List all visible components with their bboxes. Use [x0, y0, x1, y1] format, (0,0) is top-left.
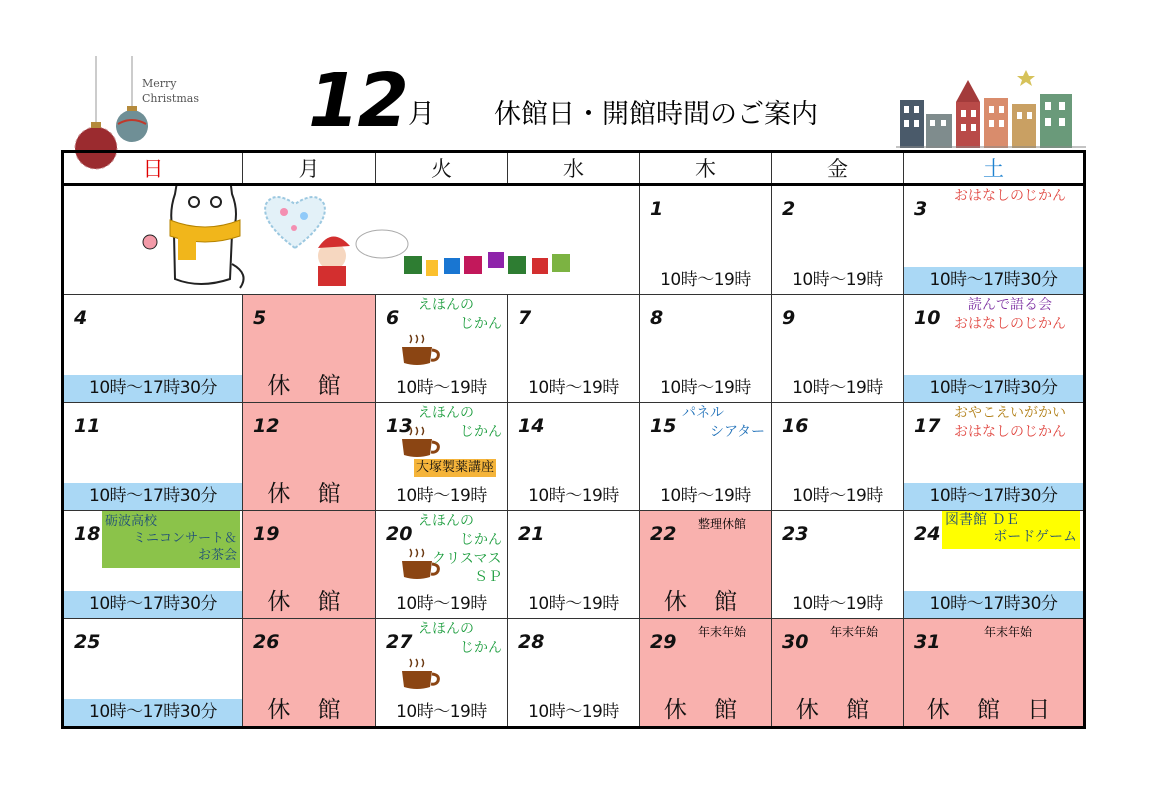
closed-label: 休 館	[267, 481, 351, 507]
date-number: 3	[914, 198, 928, 220]
date-number: 18	[74, 523, 101, 545]
week-row	[63, 185, 1085, 295]
event-nenmatsu: 年末年始	[830, 625, 879, 639]
event-ohanashi: おはなしのじかん	[954, 424, 1066, 440]
event-ehon: じかん	[460, 640, 502, 656]
opening-hours: 10時～19時	[792, 594, 883, 614]
day-cell-5	[243, 295, 376, 403]
day-cell-16	[772, 403, 904, 511]
date-number: 13	[386, 415, 413, 437]
week-row	[63, 295, 1085, 403]
page-header	[0, 0, 1156, 150]
day-cell-11	[63, 403, 243, 511]
event-christmas-sp: ＳＰ	[474, 569, 502, 585]
event-ehon: じかん	[460, 424, 502, 440]
day-cell-20	[376, 511, 508, 619]
day-cell-17	[904, 403, 1085, 511]
weekday-wednesday: 水	[508, 152, 640, 185]
weekday-header-row	[63, 152, 1085, 185]
date-number: 22	[650, 523, 677, 545]
date-number: 1	[650, 198, 664, 220]
event-panel: シアター	[710, 424, 766, 440]
calendar-table	[61, 150, 1086, 729]
opening-hours: 10時～17時30分	[904, 483, 1083, 510]
week-row	[63, 511, 1085, 619]
date-number: 2	[782, 198, 796, 220]
weekday-friday: 金	[772, 152, 904, 185]
date-number: 9	[782, 307, 796, 329]
date-number: 6	[386, 307, 400, 329]
coffee-cup-icon	[400, 657, 442, 693]
coffee-cup-icon	[400, 333, 442, 369]
closed-label: 休 館	[267, 373, 351, 399]
opening-hours: 10時～17時30分	[64, 483, 242, 510]
date-number: 15	[650, 415, 677, 437]
weekday-sunday: 日	[63, 152, 243, 185]
page-title: 休館日・開館時間のご案内	[494, 99, 818, 130]
day-cell-10	[904, 295, 1085, 403]
event-ehon: えほんの	[418, 297, 474, 313]
event-boardgame-line: ボードゲーム	[993, 529, 1077, 545]
day-cell-28	[508, 619, 640, 728]
date-number: 12	[253, 415, 280, 437]
day-cell-18	[63, 511, 243, 619]
event-nenmatsu: 年末年始	[984, 625, 1033, 639]
day-cell-25	[63, 619, 243, 728]
merry-christmas-text	[142, 76, 199, 106]
date-number: 27	[386, 631, 413, 653]
month-number: 12	[308, 58, 407, 144]
event-boardgame-line: 図書館 ＤＥ	[945, 512, 1020, 528]
day-cell-12	[243, 403, 376, 511]
month-kanji: 月	[408, 99, 435, 130]
day-cell-22	[640, 511, 772, 619]
christmas-line: Christmas	[142, 92, 199, 105]
opening-hours: 10時～19時	[396, 378, 487, 398]
merry-line: Merry	[142, 77, 177, 90]
closed-label: 休 館	[267, 589, 351, 615]
decoration-cell	[63, 185, 640, 295]
date-number: 11	[74, 415, 101, 437]
houses-illustration	[896, 62, 1086, 148]
day-cell-4	[63, 295, 243, 403]
event-panel: パネル	[682, 405, 724, 421]
date-number: 23	[782, 523, 809, 545]
weekday-monday: 月	[243, 152, 376, 185]
event-ehon: えほんの	[418, 513, 474, 529]
opening-hours: 10時～19時	[396, 594, 487, 614]
opening-hours: 10時～17時30分	[64, 375, 242, 402]
opening-hours: 10時～19時	[660, 486, 751, 506]
opening-hours: 10時～17時30分	[904, 375, 1083, 402]
date-number: 31	[914, 631, 941, 653]
opening-hours: 10時～19時	[528, 378, 619, 398]
opening-hours: 10時～19時	[660, 378, 751, 398]
closed-label: 休 館	[267, 697, 351, 723]
week-row	[63, 619, 1085, 728]
event-ehon: じかん	[460, 532, 502, 548]
date-number: 19	[253, 523, 280, 545]
day-cell-21	[508, 511, 640, 619]
event-ehon: えほんの	[418, 405, 474, 421]
event-otsuka-badge: 大塚製薬講座	[416, 460, 495, 475]
opening-hours: 10時～19時	[792, 486, 883, 506]
date-number: 4	[74, 307, 88, 329]
opening-hours: 10時～19時	[528, 486, 619, 506]
event-ehon: じかん	[460, 316, 502, 332]
date-number: 25	[74, 631, 101, 653]
date-number: 7	[518, 307, 532, 329]
day-cell-30	[772, 619, 904, 728]
opening-hours: 10時～19時	[528, 594, 619, 614]
date-number: 24	[914, 523, 941, 545]
day-cell-24	[904, 511, 1085, 619]
weekday-saturday: 土	[904, 152, 1085, 185]
day-cell-29	[640, 619, 772, 728]
santa-illustration	[294, 222, 624, 290]
weekday-thursday: 木	[640, 152, 772, 185]
event-ohanashi: おはなしのじかん	[954, 188, 1066, 204]
event-oyako: おやこえいがかい	[954, 405, 1066, 421]
cat-illustration	[140, 185, 250, 295]
opening-hours: 10時～19時	[396, 702, 487, 722]
opening-hours: 10時～19時	[792, 378, 883, 398]
day-cell-23	[772, 511, 904, 619]
opening-hours: 10時～17時30分	[64, 591, 242, 618]
day-cell-6	[376, 295, 508, 403]
week-row	[63, 403, 1085, 511]
closed-label: 休 館	[663, 589, 748, 615]
date-number: 30	[782, 631, 809, 653]
opening-hours: 10時～19時	[396, 486, 487, 506]
event-yomunde: 読んで語る会	[968, 297, 1052, 313]
closed-label: 休 館	[663, 697, 748, 723]
day-cell-1	[640, 185, 772, 295]
event-tonami-line: お茶会	[197, 548, 237, 563]
day-cell-27	[376, 619, 508, 728]
day-cell-26	[243, 619, 376, 728]
date-number: 21	[518, 523, 545, 545]
event-seiri: 整理休館	[698, 517, 747, 531]
opening-hours: 10時～17時30分	[904, 591, 1083, 618]
event-christmas-sp: クリスマス	[432, 551, 502, 567]
date-number: 26	[253, 631, 280, 653]
day-cell-15	[640, 403, 772, 511]
day-cell-14	[508, 403, 640, 511]
coffee-cup-icon	[400, 425, 442, 461]
closed-label: 休 館	[795, 697, 880, 723]
event-ehon: えほんの	[418, 621, 474, 637]
date-number: 10	[914, 307, 941, 329]
event-ohanashi: おはなしのじかん	[954, 316, 1066, 332]
date-number: 8	[650, 307, 664, 329]
date-number: 14	[518, 415, 545, 437]
event-tonami-box	[102, 511, 240, 568]
opening-hours: 10時～17時30分	[904, 267, 1083, 294]
date-number: 29	[650, 631, 677, 653]
event-tonami-line: ミニコンサート＆	[132, 531, 237, 546]
day-cell-31	[904, 619, 1085, 728]
event-tonami-line: 砺波高校	[105, 514, 158, 529]
date-number: 16	[782, 415, 809, 437]
closed-label: 休 館 日	[926, 697, 1061, 723]
opening-hours: 10時～17時30分	[64, 699, 242, 726]
date-number: 5	[253, 307, 267, 329]
day-cell-8	[640, 295, 772, 403]
day-cell-2	[772, 185, 904, 295]
event-nenmatsu: 年末年始	[698, 625, 747, 639]
opening-hours: 10時～19時	[792, 270, 883, 290]
day-cell-7	[508, 295, 640, 403]
event-boardgame-box	[942, 511, 1080, 549]
date-number: 28	[518, 631, 545, 653]
weekday-tuesday: 火	[376, 152, 508, 185]
date-number: 20	[386, 523, 413, 545]
day-cell-13	[376, 403, 508, 511]
opening-hours: 10時～19時	[528, 702, 619, 722]
day-cell-9	[772, 295, 904, 403]
opening-hours: 10時～19時	[660, 270, 751, 290]
date-number: 17	[914, 415, 941, 437]
day-cell-3	[904, 185, 1085, 295]
day-cell-19	[243, 511, 376, 619]
